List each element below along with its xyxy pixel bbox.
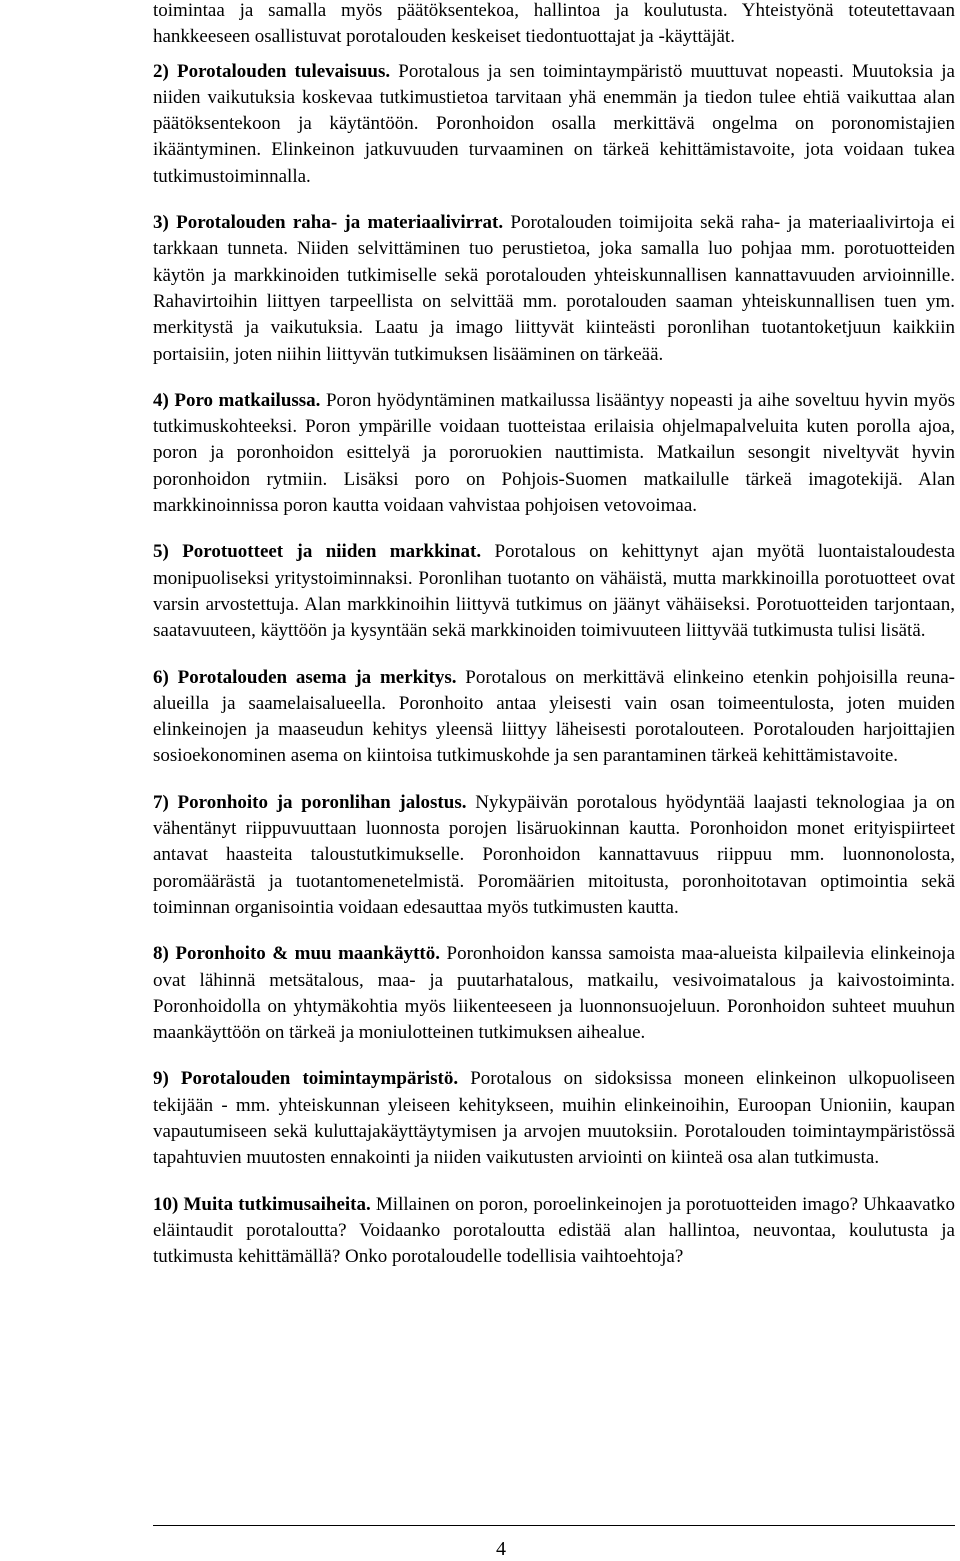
section-heading: 10) Muita tutkimusaiheita.: [153, 1193, 371, 1215]
paragraph-text: Porotalous ja sen toimintaympäristö muuttuvat nopeasti. Muutoksia ja niiden vaikutuksia koskevaa tutkimustietoa tarvitaan yhä enemmän ja tiedon tulee ehtiä vaikuttaa alan päätöksentekoon ja käytäntöön. Poronhoidon osalla merkittävä ongelma on poronomistajien ikääntyminen. Elinkeinon jatkuvuuden turvaaminen on tärkeä kehittämistavoite, jota voidaan tukea tutkimustoiminnalla.: [153, 60, 955, 187]
paragraph-text: Poron hyödyntäminen matkailussa lisääntyy nopeasti ja aihe soveltuu hyvin myös tutkimuskohteeksi. Poron ympärille voidaan tuotteistaa erilaisia ohjelmapalveluita kuten porolla ajoa, poron ja poronhoidon esittelyä ja pororuokien nauttimista. Matkailun sesongit niveltyvät hyvin poronhoidon rytmiin. Lisäksi poro on Pohjois-Suomen matkailulle tärkeä imagotekijä. Alan markkinoinnissa poron kautta voidaan vahvistaa pohjoisen vetovoimaa.: [153, 389, 955, 517]
section-heading: 7) Poronhoito ja poronlihan jalostus.: [153, 791, 467, 813]
paragraph-land-use: [153, 941, 955, 1046]
paragraph-text: Nykypäivän porotalous hyödyntää laajasti teknologiaa ja on vähentänyt riippuvuuttaan luonnosta porojen lisäruokinnan kautta. Poronhoidon monet erityispiirteet antavat haasteita taloustutkimukselle. Poronhoidon kannattavuus riippuu mm. luonnonolosta, poromäärästä ja tuotantomenetelmistä. Poromäärien mitoitusta, poronhoitotavan optimointia sekä toiminnan organisointia voidaan edesauttaa myös tutkimusten kautta.: [153, 791, 955, 918]
footer-divider: [153, 1525, 955, 1526]
paragraph-status-significance: [153, 665, 955, 770]
paragraph-text: Porotalouden toimijoita sekä raha- ja materiaalivirtoja ei tarkkaan tunneta. Niiden selvittäminen tuo perustietoa, joka samalla luo pohjaa mm. porotuotteiden käytön ja markkinoiden tutkimiselle sekä porotalouden yhteiskunnallisen kannattavuuden arvioinnille. Rahavirtoihin liittyen tarpeellista on selvittää mm. porotalouden saaman yhteiskunnallisen tuen ym. merkitystä ja vaikutuksia. Laatu ja imago liittyvät kiinteästi poronlihan tuotantoketjuun kaikkiin portaisiin, joten niihin liittyvän tutkimuksen lisääminen on tärkeää.: [153, 212, 955, 365]
paragraph-text: Porotalous on kehittynyt ajan myötä luontaistaloudesta monipuoliseksi yritystoiminnaksi. Poronlihan tuotanto on vähäistä, mutta markkinoilla porotuotteet ovat varsin arvostettuja. Alan markkinoihin liittyvä tutkimus on jäänyt vähäiseksi. Porotuotteiden tarjontaan, saatavuuteen, käyttöön ja kysyntään sekä markkinoiden toimivuuteen liittyvää tutkimusta tulisi lisätä.: [153, 541, 956, 642]
paragraph-tourism: [153, 388, 955, 519]
paragraph-other-topics: [153, 1192, 955, 1271]
section-heading: 3) Porotalouden raha- ja materiaalivirrat.: [153, 212, 504, 234]
section-heading: 5) Porotuotteet ja niiden markkinat.: [153, 541, 482, 563]
paragraph-text: Millainen on poron, poroelinkeinojen ja porotuotteiden imago? Uhkaavatko eläintaudit porotaloutta? Voidaanko porotaloutta edistää alan hallintoa, neuvontaa, koulutusta ja tutkimusta kehittämällä? Onko porotaloudelle todellisia vaihtoehtoja?: [153, 1193, 955, 1268]
section-heading: 4) Poro matkailussa.: [153, 389, 321, 411]
paragraph-money-flows: [153, 210, 955, 368]
paragraph-text: Poronhoidon kanssa samoista maa-alueista kilpailevia elinkeinoja ovat lähinnä metsätalous, maa- ja puutarhatalous, matkailu, vesivoimatalous ja kaivostoiminta. Poronhoidolla on yhtymäkohtia myös liikenteeseen ja luonnonsuojeluun. Poronhoidon suhteet muuhun maankäyttöön on tärkeä ja moniulotteinen tutkimuksen aihealue.: [153, 943, 955, 1044]
paragraph-text: toimintaa ja samalla myös päätöksentekoa, hallintoa ja koulutusta. Yhteistyönä toteutettavaan hankkeeseen osallistuvat porotalouden keskeiset tiedontuottajat ja -käyttäjät.: [153, 0, 955, 48]
paragraph-intro: [153, 0, 955, 51]
paragraph-herding-processing: [153, 790, 955, 921]
section-heading: 2) Porotalouden tulevaisuus.: [153, 60, 391, 82]
paragraph-operating-environment: [153, 1066, 955, 1171]
paragraph-text: Porotalous on merkittävä elinkeino etenkin pohjoisilla reuna-alueilla ja saamelaisalueella. Poronhoito antaa yleisesti vain osan toimeentulosta, joten muiden elinkeinojen ja maaseudun kehitys yleensä liittyy läheisesti porotalouteen. Porotalouden harjoittajien sosioekonominen asema on kiintoisa tutkimuskohde ja sen parantaminen tärkeä kehittämistavoite.: [153, 666, 956, 767]
page-number: [0, 1537, 960, 1561]
section-heading: 6) Porotalouden asema ja merkitys.: [153, 666, 457, 688]
paragraph-future: [153, 59, 955, 190]
paragraph-text: Porotalous on sidoksissa moneen elinkeinon ulkopuoliseen tekijään - mm. yhteiskunnan yleiseen kehitykseen, muihin elinkeinoihin, Euroopan Unioniin, kaupan vapautumiseen sekä kuluttajakäyttäytymisen ja arvojen muutoksiin. Porotalouden toimintaympäristössä tapahtuvien muutosten ennakointi ja niiden vaikutusten arviointi on kiinteä osa alan tutkimusta.: [153, 1068, 955, 1169]
page-number-label: 4: [496, 1538, 506, 1560]
document-body: [153, 0, 955, 1270]
section-heading: 8) Poronhoito & muu maankäyttö.: [153, 943, 440, 965]
section-heading: 9) Porotalouden toimintaympäristö.: [153, 1068, 459, 1090]
paragraph-products-markets: [153, 539, 955, 644]
